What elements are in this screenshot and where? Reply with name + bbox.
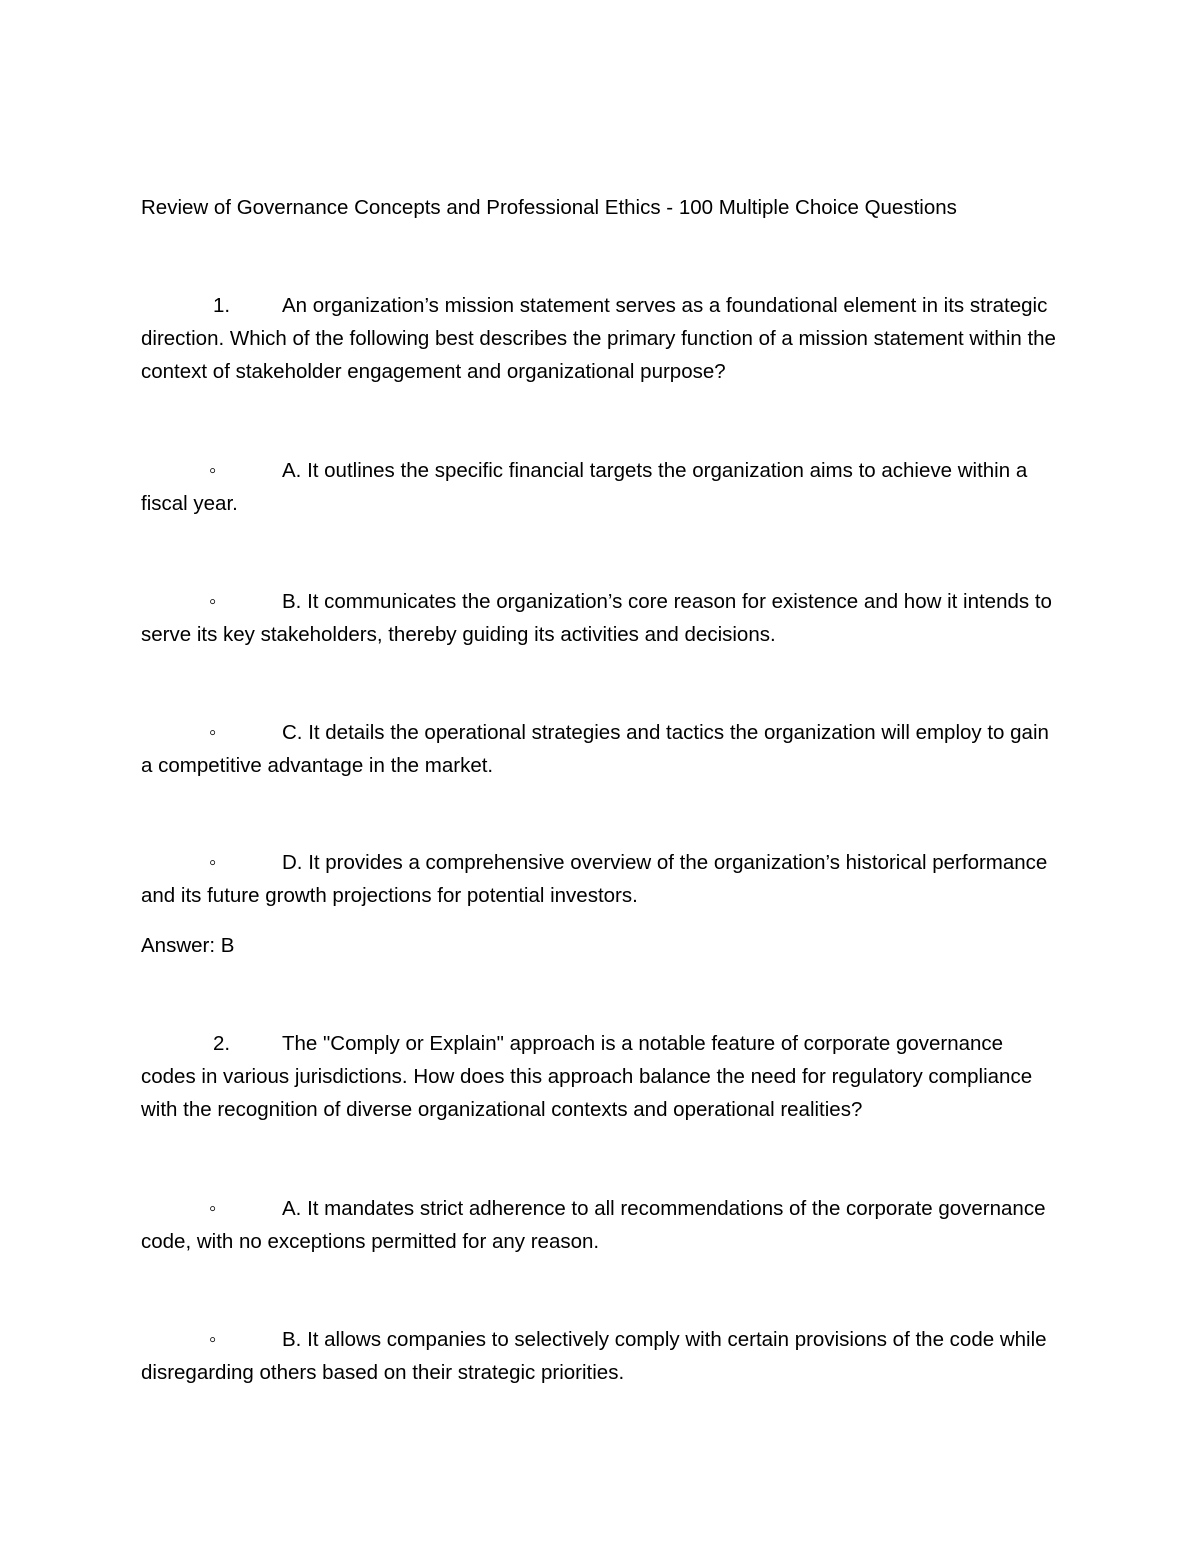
question-1-answer: Answer: B [141, 934, 235, 957]
bullet-icon: ◦ [209, 1328, 217, 1351]
document-title: Review of Governance Concepts and Professional Ethics - 100 Multiple Choice Questions [141, 196, 957, 219]
bullet-icon: ◦ [209, 1197, 217, 1220]
question-1-option-b [141, 585, 1061, 651]
question-text: The "Comply or Explain" approach is a notable feature of corporate governance codes in various jurisdictions. How does this approach balance the need for regulatory compliance with the recognition of diverse organizational contexts and operational realities? [141, 1032, 1033, 1121]
question-1-option-d [141, 846, 1061, 912]
option-text: A. It outlines the specific financial targets the organization aims to achieve within a fiscal year. [141, 459, 1028, 515]
option-text: B. It allows companies to selectively comply with certain provisions of the code while disregarding others based on their strategic priorities. [141, 1328, 1047, 1384]
bullet-icon: ◦ [209, 851, 217, 874]
question-1-option-a [141, 454, 1061, 520]
question-number: 2. [213, 1032, 231, 1055]
question-1-option-c [141, 716, 1061, 782]
bullet-icon: ◦ [209, 721, 217, 744]
option-text: A. It mandates strict adherence to all recommendations of the corporate governance code, with no exceptions permitted for any reason. [141, 1197, 1046, 1253]
option-text: D. It provides a comprehensive overview of the organization’s historical performance and its future growth projections for potential investors. [141, 851, 1048, 907]
question-number: 1. [213, 294, 231, 317]
option-text: C. It details the operational strategies and tactics the organization will employ to gain a competitive advantage in the market. [141, 721, 1049, 777]
question-2 [141, 1027, 1061, 1126]
bullet-icon: ◦ [209, 590, 217, 613]
option-text: B. It communicates the organization’s core reason for existence and how it intends to serve its key stakeholders, thereby guiding its activities and decisions. [141, 590, 1052, 646]
question-1 [141, 289, 1061, 388]
question-2-option-a [141, 1192, 1061, 1258]
question-text: An organization’s mission statement serves as a foundational element in its strategic direction. Which of the following best describes the primary function of a mission statement within the context of stakeholder engagement and organizational purpose? [141, 294, 1056, 383]
bullet-icon: ◦ [209, 459, 217, 482]
question-2-option-b [141, 1323, 1061, 1389]
